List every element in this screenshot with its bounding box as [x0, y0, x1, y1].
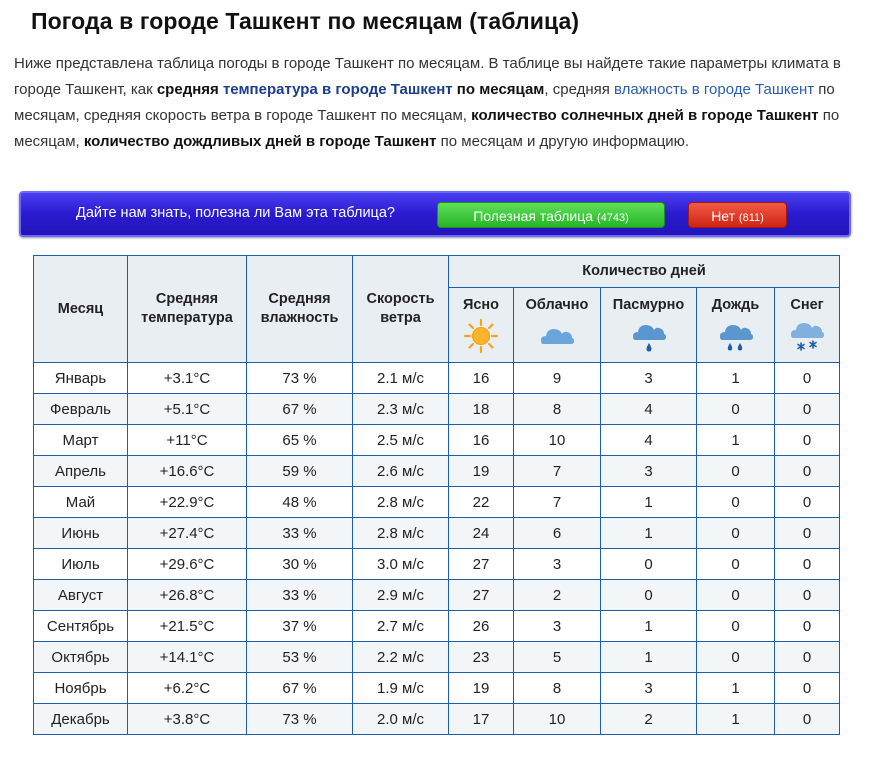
clear-days-cell: 23 [449, 642, 514, 673]
weather-table-body [34, 363, 840, 735]
rain-days-cell: 0 [697, 549, 775, 580]
humidity-cell: 48 % [247, 487, 353, 518]
overcast-days-cell: 4 [601, 394, 697, 425]
cloudy-days-cell: 8 [514, 673, 601, 704]
month-cell: Январь [34, 363, 128, 394]
useful-button-label: Полезная таблица [473, 208, 594, 224]
wind-cell: 2.3 м/с [353, 394, 449, 425]
header-overcast-label: Пасмурно [612, 297, 685, 313]
month-cell: Февраль [34, 394, 128, 425]
clear-days-cell: 27 [449, 580, 514, 611]
humidity-cell: 67 % [247, 394, 353, 425]
snow-days-cell: 0 [775, 611, 840, 642]
intro-text-part: по месяцам и другую информацию. [436, 133, 690, 150]
table-row [34, 673, 840, 704]
header-cloudy-label: Облачно [525, 297, 589, 313]
overcast-days-cell: 1 [601, 518, 697, 549]
snow-days-cell: 0 [775, 673, 840, 704]
overcast-days-cell: 3 [601, 673, 697, 704]
temperature-cell: +11°C [128, 425, 247, 456]
humidity-cell: 67 % [247, 673, 353, 704]
header-days: Количество дней [449, 256, 840, 288]
snow-days-cell: 0 [775, 704, 840, 735]
header-overcast [601, 288, 697, 363]
month-cell: Март [34, 425, 128, 456]
temperature-cell: +21.5°C [128, 611, 247, 642]
header-month: Месяц [34, 256, 128, 363]
month-cell: Июль [34, 549, 128, 580]
clear-days-cell: 17 [449, 704, 514, 735]
header-humidity: Средняя влажность [247, 256, 353, 363]
rain-days-cell: 0 [697, 487, 775, 518]
table-row [34, 518, 840, 549]
snow-days-cell: 0 [775, 425, 840, 456]
wind-cell: 2.8 м/с [353, 518, 449, 549]
clear-days-cell: 16 [449, 425, 514, 456]
humidity-cell: 53 % [247, 642, 353, 673]
feedback-question: Дайте нам знать, полезна ли Вам эта таблица? [76, 205, 395, 221]
rain-days-cell: 0 [697, 394, 775, 425]
intro-bold: средняя [156, 81, 223, 98]
header-temperature: Средняя температура [128, 256, 247, 363]
sun-icon [461, 318, 501, 354]
header-cloudy [514, 288, 601, 363]
useful-table-button[interactable] [437, 202, 665, 228]
cloud-icon [537, 318, 577, 354]
clear-days-cell: 27 [449, 549, 514, 580]
month-cell: Сентябрь [34, 611, 128, 642]
overcast-days-cell: 1 [601, 611, 697, 642]
intro-text-part: Ниже представлена таблица погоды в городе Ташкент по месяцам. В таблице вы найдете такие параметры климата в городе Ташкент, как [14, 55, 841, 98]
temperature-cell: +27.4°C [128, 518, 247, 549]
wind-cell: 2.0 м/с [353, 704, 449, 735]
snow-days-cell: 0 [775, 456, 840, 487]
header-wind: Скорость ветра [353, 256, 449, 363]
cloudy-days-cell: 3 [514, 549, 601, 580]
header-rain [697, 288, 775, 363]
temperature-cell: +5.1°C [128, 394, 247, 425]
temperature-cell: +22.9°C [128, 487, 247, 518]
snow-days-cell: 0 [775, 394, 840, 425]
month-cell: Август [34, 580, 128, 611]
overcast-days-cell: 1 [601, 642, 697, 673]
wind-cell: 2.1 м/с [353, 363, 449, 394]
rain-days-cell: 1 [697, 673, 775, 704]
rain-days-cell: 0 [697, 456, 775, 487]
table-row [34, 611, 840, 642]
table-row [34, 456, 840, 487]
temperature-cell: +16.6°C [128, 456, 247, 487]
cloudy-days-cell: 6 [514, 518, 601, 549]
wind-cell: 2.6 м/с [353, 456, 449, 487]
cloudy-days-cell: 9 [514, 363, 601, 394]
header-clear [449, 288, 514, 363]
temperature-cell: +6.2°C [128, 673, 247, 704]
wind-cell: 2.7 м/с [353, 611, 449, 642]
intro-text [14, 51, 844, 155]
rain-days-cell: 1 [697, 363, 775, 394]
wind-cell: 1.9 м/с [353, 673, 449, 704]
header-clear-label: Ясно [462, 297, 500, 313]
snow-days-cell: 0 [775, 549, 840, 580]
humidity-cell: 73 % [247, 363, 353, 394]
overcast-days-cell: 0 [601, 549, 697, 580]
snow-days-cell: 0 [775, 487, 840, 518]
rain-days-cell: 0 [697, 518, 775, 549]
intro-bold: по месяцам [452, 81, 545, 98]
snow-days-cell: 0 [775, 518, 840, 549]
humidity-cell: 59 % [247, 456, 353, 487]
wind-cell: 2.5 м/с [353, 425, 449, 456]
month-cell: Октябрь [34, 642, 128, 673]
table-row [34, 580, 840, 611]
month-cell: Декабрь [34, 704, 128, 735]
not-useful-button[interactable] [688, 202, 787, 228]
cloudy-days-cell: 2 [514, 580, 601, 611]
table-row [34, 642, 840, 673]
temperature-cell: +3.8°C [128, 704, 247, 735]
humidity-cell: 33 % [247, 518, 353, 549]
clear-days-cell: 19 [449, 456, 514, 487]
cloudy-days-cell: 10 [514, 704, 601, 735]
rain-days-cell: 0 [697, 642, 775, 673]
snow-days-cell: 0 [775, 580, 840, 611]
feedback-banner [19, 191, 851, 237]
rain-days-cell: 0 [697, 611, 775, 642]
temperature-cell: +29.6°C [128, 549, 247, 580]
snow-icon [787, 318, 827, 354]
humidity-cell: 37 % [247, 611, 353, 642]
table-row [34, 425, 840, 456]
table-row [34, 363, 840, 394]
cloudy-days-cell: 7 [514, 487, 601, 518]
useful-count: (4743) [596, 212, 629, 224]
month-cell: Ноябрь [34, 673, 128, 704]
cloudy-days-cell: 5 [514, 642, 601, 673]
humidity-link[interactable]: влажность в городе Ташкент [614, 81, 815, 98]
month-cell: Май [34, 487, 128, 518]
overcast-days-cell: 4 [601, 425, 697, 456]
clear-days-cell: 24 [449, 518, 514, 549]
cloudy-days-cell: 3 [514, 611, 601, 642]
wind-cell: 3.0 м/с [353, 549, 449, 580]
cloudy-days-cell: 7 [514, 456, 601, 487]
clear-days-cell: 22 [449, 487, 514, 518]
temperature-cell: +3.1°C [128, 363, 247, 394]
header-snow-label: Снег [790, 297, 824, 313]
intro-text-part: по месяцам, средняя скорость ветра в городе Ташкент по месяцам, [14, 81, 835, 124]
table-row [34, 549, 840, 580]
rain-icon [716, 318, 756, 354]
snow-days-cell: 0 [775, 363, 840, 394]
header-snow [775, 288, 840, 363]
rain-days-cell: 1 [697, 704, 775, 735]
not-useful-count: (811) [738, 212, 764, 224]
overcast-days-cell: 3 [601, 363, 697, 394]
humidity-cell: 33 % [247, 580, 353, 611]
temperature-cell: +26.8°C [128, 580, 247, 611]
table-row [34, 394, 840, 425]
clear-days-cell: 26 [449, 611, 514, 642]
overcast-icon [629, 318, 669, 354]
overcast-days-cell: 1 [601, 487, 697, 518]
temperature-cell: +14.1°C [128, 642, 247, 673]
snow-days-cell: 0 [775, 642, 840, 673]
wind-cell: 2.9 м/с [353, 580, 449, 611]
overcast-days-cell: 0 [601, 580, 697, 611]
intro-bold: количество солнечных дней в городе Ташкент [471, 107, 819, 124]
humidity-cell: 65 % [247, 425, 353, 456]
header-rain-label: Дождь [711, 297, 760, 313]
cloudy-days-cell: 10 [514, 425, 601, 456]
rain-days-cell: 1 [697, 425, 775, 456]
table-row [34, 704, 840, 735]
not-useful-button-label: Нет [711, 208, 736, 224]
month-cell: Апрель [34, 456, 128, 487]
humidity-cell: 30 % [247, 549, 353, 580]
intro-text-part: , средняя [544, 81, 615, 98]
table-row [34, 487, 840, 518]
intro-bold: количество дождливых дней в городе Ташкент [83, 133, 437, 150]
overcast-days-cell: 2 [601, 704, 697, 735]
clear-days-cell: 16 [449, 363, 514, 394]
cloudy-days-cell: 8 [514, 394, 601, 425]
overcast-days-cell: 3 [601, 456, 697, 487]
weather-table [33, 255, 840, 735]
clear-days-cell: 19 [449, 673, 514, 704]
wind-cell: 2.2 м/с [353, 642, 449, 673]
humidity-cell: 73 % [247, 704, 353, 735]
intro-text-part: по месяцам, [14, 107, 840, 150]
page-title: Погода в городе Ташкент по месяцам (таблица) [31, 8, 580, 34]
wind-cell: 2.8 м/с [353, 487, 449, 518]
clear-days-cell: 18 [449, 394, 514, 425]
rain-days-cell: 0 [697, 580, 775, 611]
month-cell: Июнь [34, 518, 128, 549]
temperature-link[interactable]: температура в городе Ташкент [222, 81, 453, 98]
